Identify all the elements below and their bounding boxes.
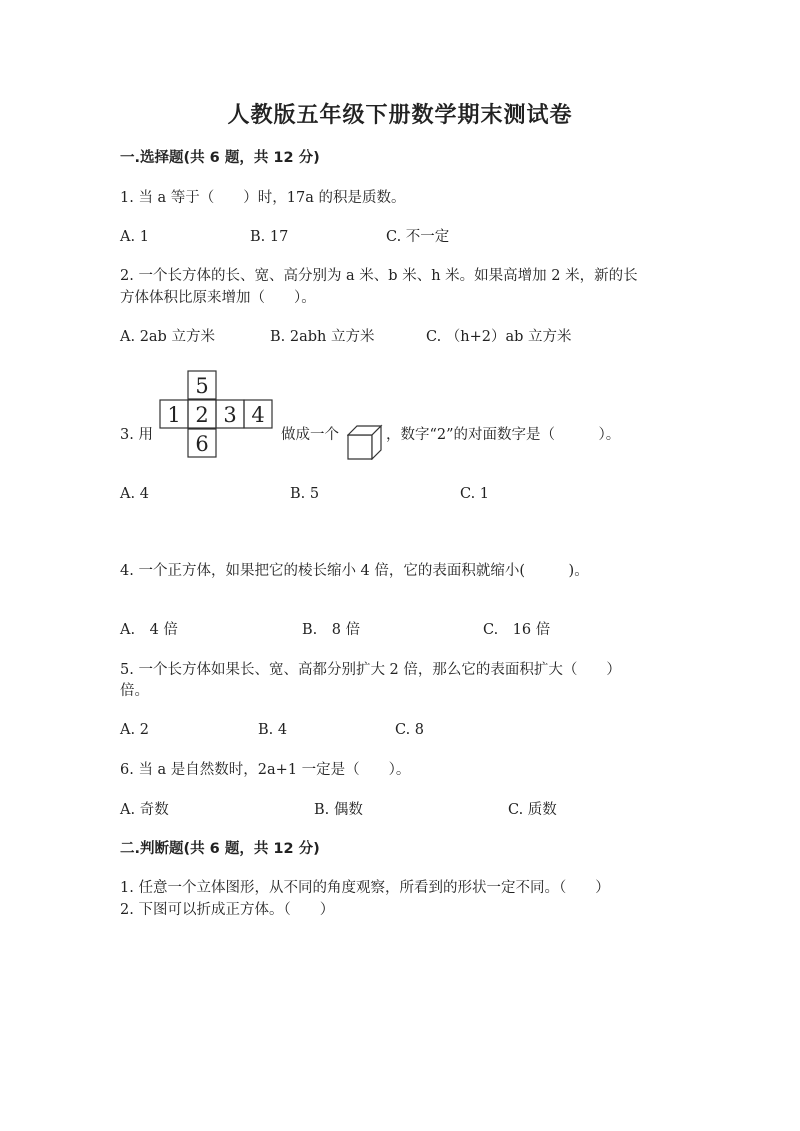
question-1-text: 1. 当 a 等于（ ）时，17a 的积是质数。 — [120, 190, 406, 206]
question-6-option-b: B. 偶数 — [314, 802, 363, 818]
question-1-option-c: C. 不一定 — [386, 229, 450, 245]
judge-question-1: 1. 任意一个立体图形，从不同的角度观察，所看到的形状一定不同。（ ） — [120, 880, 610, 896]
net-digit-right: 3 — [223, 403, 237, 427]
cube-icon — [347, 424, 383, 460]
question-5-option-a: A. 2 — [120, 722, 149, 738]
section-2-heading: 二.判断题(共 6 题，共 12 分) — [120, 841, 320, 857]
net-digit-left: 1 — [167, 403, 181, 427]
question-3-suffix: ，数字“2”的对面数字是（ ）。 — [386, 427, 621, 443]
net-digit-top: 5 — [195, 374, 209, 398]
question-5-line-2: 倍。 — [120, 683, 149, 699]
question-6-option-a: A. 奇数 — [120, 802, 169, 818]
net-digit-center: 2 — [195, 403, 209, 427]
question-2-option-b: B. 2abh 立方米 — [270, 329, 375, 345]
question-4-text: 4. 一个正方体，如果把它的棱长缩小 4 倍，它的表面积就缩小( )。 — [120, 563, 589, 579]
question-3-option-c: C. 1 — [460, 486, 490, 502]
question-6-option-c: C. 质数 — [508, 802, 557, 818]
question-5-line-1: 5. 一个长方体如果长、宽、高都分别扩大 2 倍，那么它的表面积扩大（ ） — [120, 662, 621, 678]
question-1-option-b: B. 17 — [250, 229, 289, 245]
question-2-line-2: 方体体积比原来增加（ ）。 — [120, 290, 316, 306]
judge-question-2: 2. 下图可以折成正方体。（ ） — [120, 902, 335, 918]
section-1-heading: 一.选择题(共 6 题，共 12 分) — [120, 150, 320, 166]
question-3-option-a: A. 4 — [120, 486, 149, 502]
net-digit-bottom: 6 — [195, 432, 209, 456]
question-4-option-a: A. 4 倍 — [120, 622, 178, 638]
question-4-option-c: C. 16 倍 — [483, 622, 551, 638]
question-2-option-a: A. 2ab 立方米 — [120, 329, 215, 345]
question-3-prefix: 3. 用 — [120, 427, 153, 443]
question-5-option-c: C. 8 — [395, 722, 425, 738]
cube-net-figure — [158, 370, 276, 460]
question-2-line-1: 2. 一个长方体的长、宽、高分别为 a 米、b 米、h 米。如果高增加 2 米，新的长 — [120, 268, 638, 284]
question-6-text: 6. 当 a 是自然数时，2a+1 一定是（ ）。 — [120, 762, 411, 778]
question-3-option-b: B. 5 — [290, 486, 320, 502]
page-title: 人教版五年级下册数学期末测试卷 — [227, 103, 573, 128]
question-4-option-b: B. 8 倍 — [302, 622, 361, 638]
question-1-option-a: A. 1 — [120, 229, 149, 245]
question-3-middle: 做成一个 — [281, 427, 339, 443]
question-2-option-c: C. （h+2）ab 立方米 — [426, 329, 572, 345]
net-digit-far-right: 4 — [251, 403, 265, 427]
question-5-option-b: B. 4 — [258, 722, 288, 738]
